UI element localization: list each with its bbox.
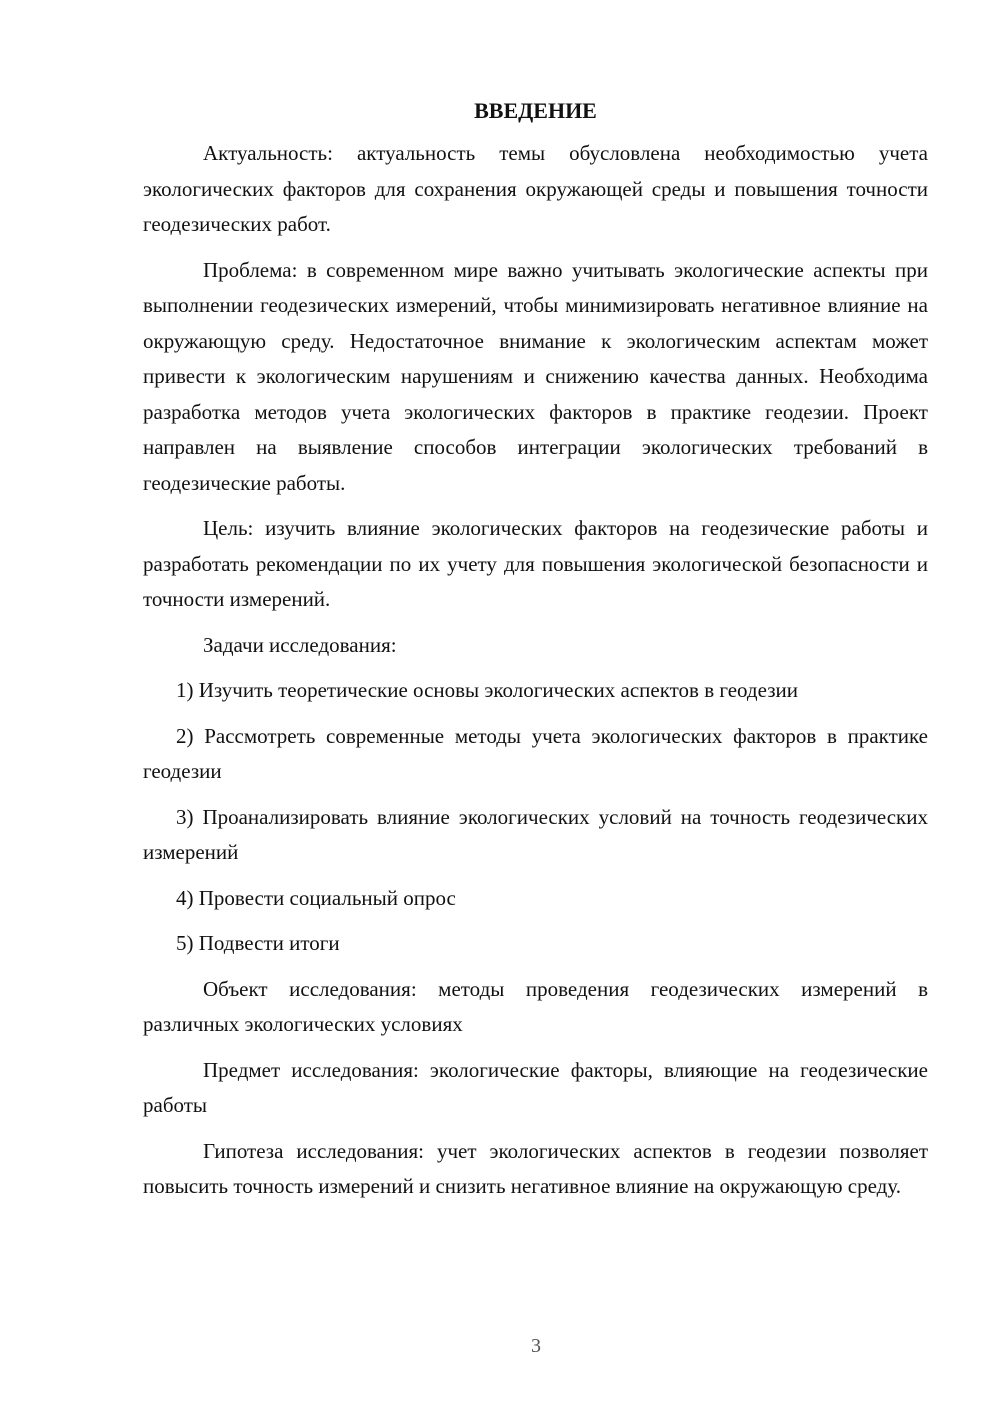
task-item-4: 4) Провести социальный опрос (176, 885, 456, 910)
paragraph-subject: Предмет исследования: экологические факторы, влияющие на геодезические работы (143, 1057, 928, 1117)
tasks-heading: Задачи исследования: (203, 632, 397, 657)
task-item-1: 1) Изучить теоретические основы экологических аспектов в геодезии (176, 678, 798, 702)
task-item-2: 2) Рассмотреть современные методы учета экологических факторов в практике геодезии (143, 723, 928, 783)
page-content (143, 96, 928, 1215)
page-number: 3 (531, 1335, 541, 1357)
paragraph-hypothesis: Гипотеза исследования: учет экологических аспектов в геодезии позволяет повысить точность измерений и снизить негативное влияние на окружающую среду. (143, 1138, 928, 1198)
paragraph-object: Объект исследования: методы проведения геодезических измерений в различных экологических условиях (143, 976, 928, 1036)
task-item-3: 3) Проанализировать влияние экологических условий на точность геодезических измерений (143, 804, 928, 864)
paragraph-goal: Цель: изучить влияние экологических факторов на геодезические работы и разработать рекомендации по их учету для повышения экологической безопасности и точности измерений. (143, 516, 928, 611)
section-title: ВВЕДЕНИЕ (474, 98, 597, 123)
paragraph-problem: Проблема: в современном мире важно учитывать экологические аспекты при выполнении геодезических измерений, чтобы минимизировать негативное влияние на окружающую среду. Недостаточное внимание к экологическим аспектам может привести к экологическим нарушениям и снижению качества данных. Необходима разработка методов учета экологических факторов в практике геодезии. Проект направлен на выявление способов интеграции экологических требований в геодезические работы. (143, 257, 928, 495)
paragraph-relevance: Актуальность: актуальность темы обусловлена необходимостью учета экологических факторов для сохранения окружающей среды и повышения точности геодезических работ. (143, 141, 928, 236)
task-item-5: 5) Подвести итоги (176, 931, 340, 955)
